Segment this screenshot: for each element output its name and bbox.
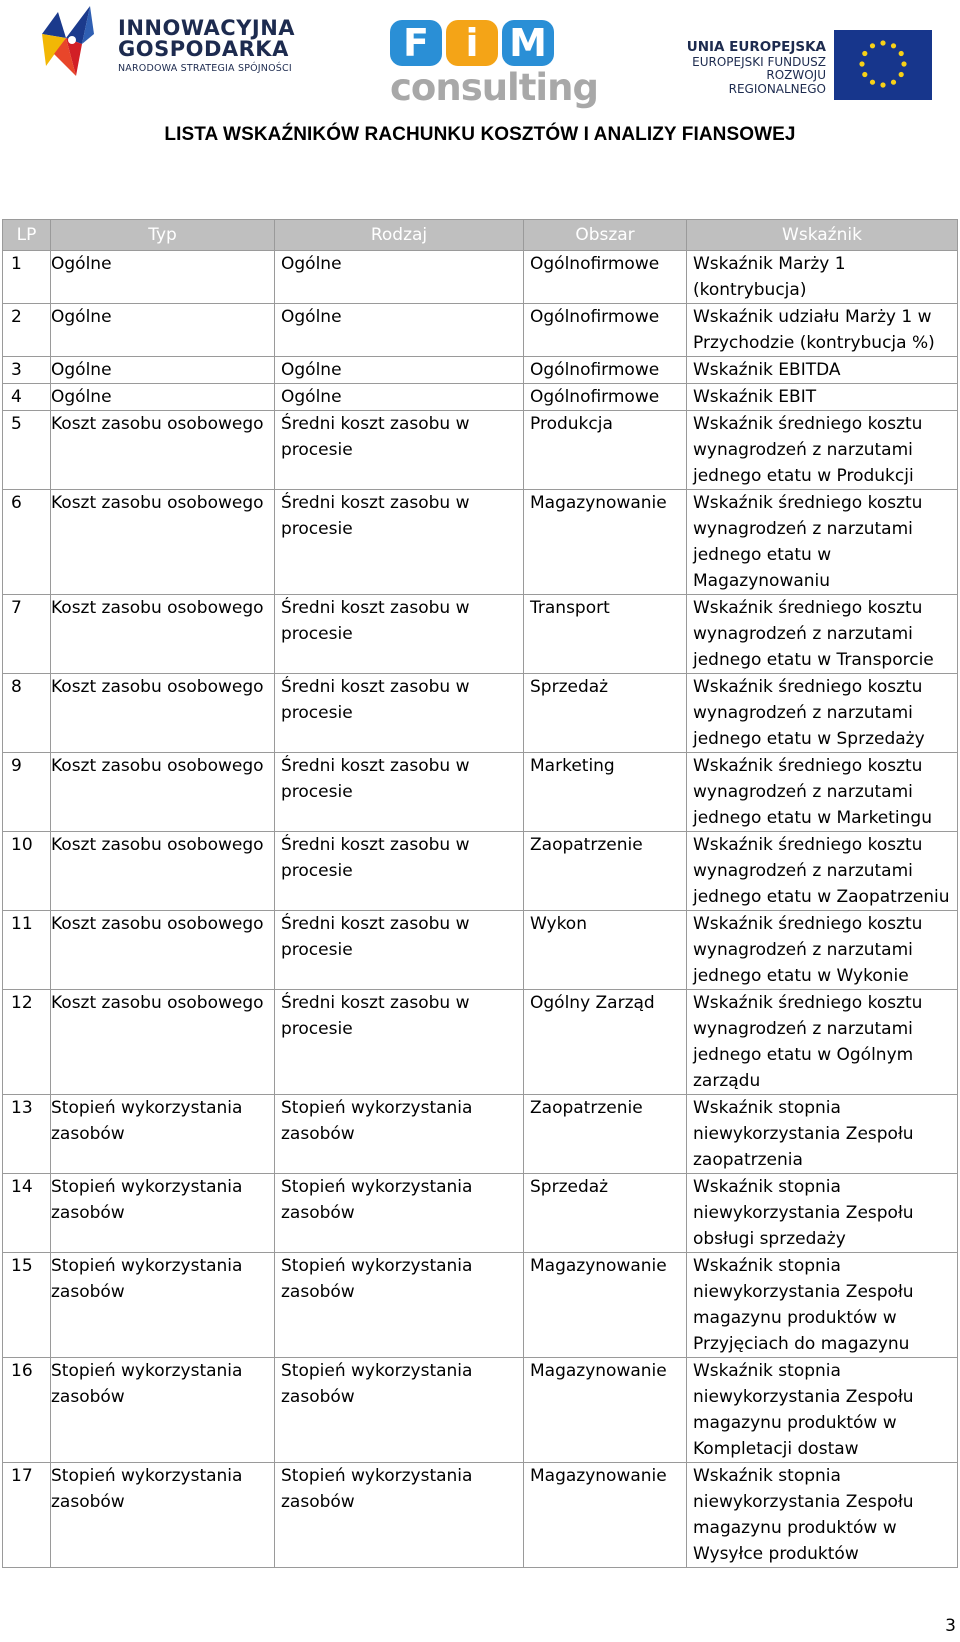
cell-typ: Stopień wykorzystania zasobów [51, 1174, 275, 1253]
cell-wskaznik: Wskaźnik Marży 1 (kontrybucja) [687, 251, 958, 304]
cell-typ: Stopień wykorzystania zasobów [51, 1358, 275, 1463]
cell-rodzaj: Stopień wykorzystania zasobów [275, 1463, 524, 1568]
cell-rodzaj: Średni koszt zasobu w procesie [275, 832, 524, 911]
cell-obszar: Magazynowanie [524, 1358, 687, 1463]
ig-logo-line3: NARODOWA STRATEGIA SPÓJNOŚCI [118, 63, 292, 74]
cell-typ: Koszt zasobu osobowego [51, 832, 275, 911]
cell-typ: Koszt zasobu osobowego [51, 595, 275, 674]
table-header-row [3, 220, 958, 251]
cell-wskaznik: Wskaźnik średniego kosztu wynagrodzeń z narzutami jednego etatu w Marketingu [687, 753, 958, 832]
cell-wskaznik: Wskaźnik średniego kosztu wynagrodzeń z narzutami jednego etatu w Zaopatrzeniu [687, 832, 958, 911]
cell-typ: Ogólne [51, 384, 275, 411]
cell-typ: Koszt zasobu osobowego [51, 753, 275, 832]
cell-wskaznik: Wskaźnik udziału Marży 1 w Przychodzie (kontrybucja %) [687, 304, 958, 357]
cell-lp: 6 [3, 490, 51, 595]
cell-lp: 8 [3, 674, 51, 753]
table-row [3, 384, 958, 411]
cell-rodzaj: Stopień wykorzystania zasobów [275, 1174, 524, 1253]
fim-consulting-logo [390, 16, 598, 109]
eu-logo-line3: ROZWOJU REGIONALNEGO [728, 68, 826, 97]
cell-lp: 10 [3, 832, 51, 911]
cell-typ: Koszt zasobu osobowego [51, 674, 275, 753]
cell-obszar: Magazynowanie [524, 490, 687, 595]
cell-rodzaj: Średni koszt zasobu w procesie [275, 411, 524, 490]
cell-wskaznik: Wskaźnik średniego kosztu wynagrodzeń z narzutami jednego etatu w Sprzedaży [687, 674, 958, 753]
cell-rodzaj: Stopień wykorzystania zasobów [275, 1358, 524, 1463]
cell-obszar: Magazynowanie [524, 1463, 687, 1568]
cell-wskaznik: Wskaźnik stopnia niewykorzystania Zespołu zaopatrzenia [687, 1095, 958, 1174]
cell-obszar: Wykon [524, 911, 687, 990]
table-row [3, 1253, 958, 1358]
cell-typ: Stopień wykorzystania zasobów [51, 1095, 275, 1174]
eu-flag-icon [834, 30, 932, 100]
cell-obszar: Sprzedaż [524, 1174, 687, 1253]
innowacyjna-gospodarka-logo [36, 4, 336, 82]
fim-letter-m: M [502, 20, 554, 66]
table-row [3, 753, 958, 832]
cell-wskaznik: Wskaźnik stopnia niewykorzystania Zespołu magazynu produktów w Przyjęciach do magazynu [687, 1253, 958, 1358]
table-body [3, 251, 958, 1568]
cell-obszar: Ogólnofirmowe [524, 304, 687, 357]
cell-rodzaj: Stopień wykorzystania zasobów [275, 1253, 524, 1358]
table-row [3, 832, 958, 911]
header-lp: LP [3, 220, 51, 251]
cell-rodzaj: Średni koszt zasobu w procesie [275, 490, 524, 595]
cell-rodzaj: Średni koszt zasobu w procesie [275, 753, 524, 832]
table-row [3, 411, 958, 490]
cell-wskaznik: Wskaźnik stopnia niewykorzystania Zespołu obsługi sprzedaży [687, 1174, 958, 1253]
table-row [3, 1358, 958, 1463]
cell-typ: Ogólne [51, 251, 275, 304]
cell-obszar: Magazynowanie [524, 1253, 687, 1358]
cell-typ: Koszt zasobu osobowego [51, 911, 275, 990]
fim-logo-subtitle: consulting [390, 66, 598, 109]
cell-obszar: Ogólnofirmowe [524, 357, 687, 384]
document-title: LISTA WSKAŹNIKÓW RACHUNKU KOSZTÓW I ANALIZY FIANSOWEJ [164, 124, 796, 145]
cell-lp: 3 [3, 357, 51, 384]
cell-rodzaj: Stopień wykorzystania zasobów [275, 1095, 524, 1174]
cell-rodzaj: Ogólne [275, 304, 524, 357]
cell-rodzaj: Ogólne [275, 357, 524, 384]
cell-wskaznik: Wskaźnik stopnia niewykorzystania Zespołu magazynu produktów w Wysyłce produktów [687, 1463, 958, 1568]
cell-wskaznik: Wskaźnik średniego kosztu wynagrodzeń z narzutami jednego etatu w Ogólnym zarządu [687, 990, 958, 1095]
table-row [3, 304, 958, 357]
cell-obszar: Zaopatrzenie [524, 1095, 687, 1174]
table-row [3, 1463, 958, 1568]
table-row [3, 490, 958, 595]
ig-star-icon [36, 4, 114, 78]
cell-lp: 9 [3, 753, 51, 832]
cell-lp: 14 [3, 1174, 51, 1253]
header-obszar: Obszar [524, 220, 687, 251]
cell-typ: Koszt zasobu osobowego [51, 490, 275, 595]
cell-wskaznik: Wskaźnik EBIT [687, 384, 958, 411]
cell-wskaznik: Wskaźnik stopnia niewykorzystania Zespołu magazynu produktów w Kompletacji dostaw [687, 1358, 958, 1463]
cell-wskaznik: Wskaźnik średniego kosztu wynagrodzeń z narzutami jednego etatu w Magazynowaniu [687, 490, 958, 595]
table-row [3, 674, 958, 753]
cell-rodzaj: Ogólne [275, 384, 524, 411]
cell-typ: Stopień wykorzystania zasobów [51, 1253, 275, 1358]
cell-obszar: Sprzedaż [524, 674, 687, 753]
table-row [3, 911, 958, 990]
cell-obszar: Ogólny Zarząd [524, 990, 687, 1095]
cell-typ: Koszt zasobu osobowego [51, 411, 275, 490]
ig-logo-line1: INNOWACYJNA [118, 16, 296, 40]
cell-typ: Koszt zasobu osobowego [51, 990, 275, 1095]
table-row [3, 1174, 958, 1253]
table-row [3, 595, 958, 674]
cell-lp: 12 [3, 990, 51, 1095]
fim-letter-i: i [446, 20, 498, 66]
fim-letter-f: F [390, 20, 442, 66]
table-row [3, 990, 958, 1095]
eu-logo [676, 30, 936, 102]
cell-obszar: Ogólnofirmowe [524, 251, 687, 304]
cell-lp: 5 [3, 411, 51, 490]
cell-lp: 16 [3, 1358, 51, 1463]
cell-wskaznik: Wskaźnik średniego kosztu wynagrodzeń z narzutami jednego etatu w Produkcji [687, 411, 958, 490]
cell-lp: 2 [3, 304, 51, 357]
cell-lp: 1 [3, 251, 51, 304]
cell-lp: 15 [3, 1253, 51, 1358]
ig-logo-line2: GOSPODARKA [118, 37, 289, 61]
eu-logo-line2: EUROPEJSKI FUNDUSZ [692, 54, 826, 69]
table-row [3, 251, 958, 304]
table-row [3, 357, 958, 384]
cell-lp: 17 [3, 1463, 51, 1568]
cell-typ: Ogólne [51, 304, 275, 357]
page-number: 3 [945, 1616, 956, 1636]
header-wskaznik: Wskaźnik [687, 220, 958, 251]
document-header [0, 0, 960, 112]
eu-logo-line1: UNIA EUROPEJSKA [686, 39, 826, 55]
header-typ: Typ [51, 220, 275, 251]
cell-obszar: Zaopatrzenie [524, 832, 687, 911]
indicators-table [2, 219, 958, 1568]
cell-lp: 7 [3, 595, 51, 674]
header-rodzaj: Rodzaj [275, 220, 524, 251]
cell-wskaznik: Wskaźnik średniego kosztu wynagrodzeń z narzutami jednego etatu w Wykonie [687, 911, 958, 990]
cell-rodzaj: Średni koszt zasobu w procesie [275, 595, 524, 674]
cell-rodzaj: Średni koszt zasobu w procesie [275, 911, 524, 990]
cell-lp: 13 [3, 1095, 51, 1174]
cell-obszar: Produkcja [524, 411, 687, 490]
cell-typ: Stopień wykorzystania zasobów [51, 1463, 275, 1568]
table-row [3, 1095, 958, 1174]
cell-wskaznik: Wskaźnik średniego kosztu wynagrodzeń z narzutami jednego etatu w Transporcie [687, 595, 958, 674]
cell-typ: Ogólne [51, 357, 275, 384]
cell-lp: 11 [3, 911, 51, 990]
cell-rodzaj: Średni koszt zasobu w procesie [275, 674, 524, 753]
cell-rodzaj: Ogólne [275, 251, 524, 304]
cell-obszar: Marketing [524, 753, 687, 832]
cell-lp: 4 [3, 384, 51, 411]
cell-wskaznik: Wskaźnik EBITDA [687, 357, 958, 384]
cell-obszar: Transport [524, 595, 687, 674]
cell-obszar: Ogólnofirmowe [524, 384, 687, 411]
cell-rodzaj: Średni koszt zasobu w procesie [275, 990, 524, 1095]
